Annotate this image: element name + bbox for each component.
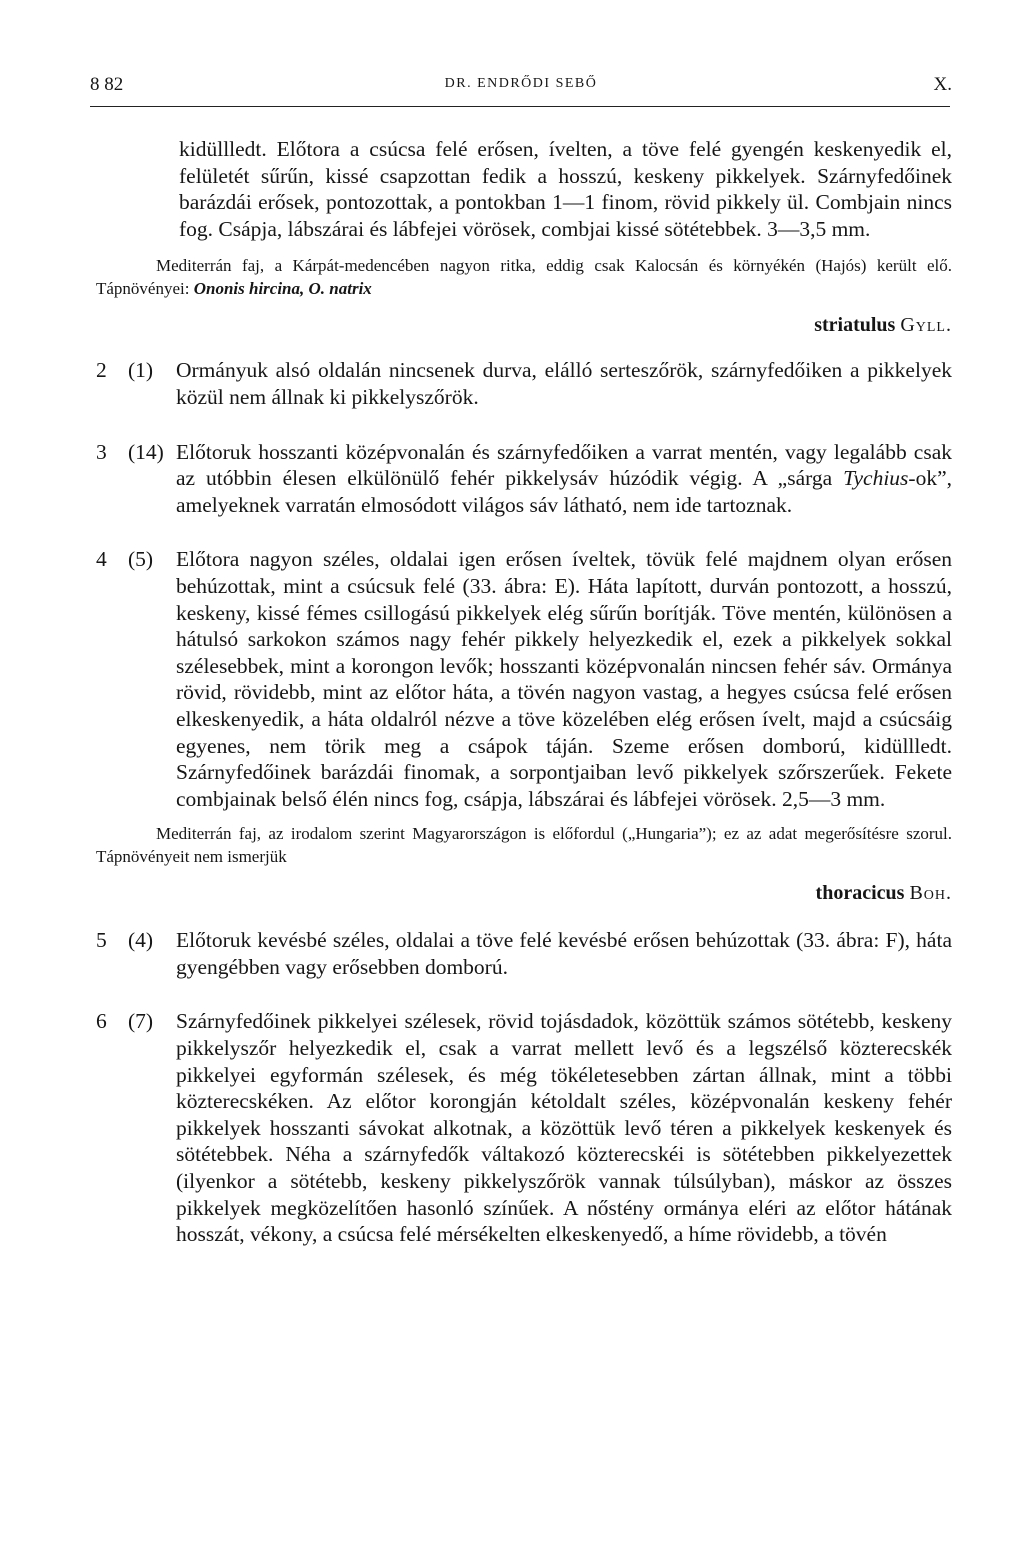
- couplet-number: 5 (4): [96, 928, 154, 953]
- species-name: [96, 314, 952, 337]
- host-plant-names: Ononis hircina, O. natrix: [193, 279, 372, 299]
- page-body: [96, 136, 952, 1248]
- species-author: Boh.: [909, 882, 952, 905]
- couplet-number: 3 (14): [96, 439, 164, 464]
- couplet-text: Szárnyfedőinek pikkelyei szélesek, rövid tojásdadok, közöttük számos sötétebb, keskeny pikkelyszőr helyezkedik el, csak a varrat mellett levő és a legszélső közterecskék pikkelyei egyformán szélesek, és még tökéletesebben zártan állnak, mint a többi közterecskéken. Az előtor korongján kétoldalt széles, középvonalán keskeny fehér pikkelyek hosszanti sávokat alkotnak, a közöttük levő téren a pikkelyek keskenyek és sötétebbek. Néha a szárnyfedők váltakozó közterecskéi is sötétebben pikkelyezettek (ilyenkor a sötétebb, keskeny pikkelyszőrök vannak túlsúlyban), máskor az összes pikkelyek megközelítően hasonló színűek. A nőstény ormánya eléri az előtor hátának hosszát, vékony, a csúcsa felé mérsékelten elkeskenyedő, a híme rövidebb, a tövén: [176, 1009, 952, 1247]
- species-epithet: striatulus: [814, 314, 896, 337]
- header-rule: [90, 106, 950, 107]
- page-header: [90, 74, 952, 100]
- couplet-number: 4 (5): [96, 547, 154, 572]
- couplet-number: 2 (1): [96, 358, 154, 383]
- page-number: 8 82: [90, 74, 124, 95]
- species-name: [96, 882, 952, 905]
- couplet-text: Előtoruk hosszanti középvonalán és szárnyfedőiken a varrat mentén, vagy legalább csak az utóbbin élesen elkülönülő fehér pikkelysáv húzódik végig. A „sárga Tychius-ok”, amelyeknek varratán elmosódott világos sáv látható, nem ide tartoznak.: [176, 439, 952, 517]
- distribution-note: [96, 254, 952, 300]
- key-couplet-6: [96, 1008, 952, 1247]
- note-text: Mediterrán faj, a Kárpát-medencében nagyon ritka, eddig csak Kalocsán és környékén (Hajós) került elő. Tápnövényei:: [96, 256, 952, 299]
- key-couplet-2: [96, 357, 952, 410]
- key-couplet-3: [96, 439, 952, 519]
- key-couplet-4: [96, 546, 952, 812]
- continued-description: kidüllledt. Előtora a csúcsa felé erősen, ívelten, a töve felé gyengén keskenyedik el, felületét sűrűn, kissé csapzottan fedik a hosszú, keskeny pikkelyek. Szárnyfedőinek barázdái erősek, pontozottak, a pontokban 1—1 finom, rövid pikkely ül. Combjain nincs fog. Csápja, lábszárai és lábfejei vörösek, combjai kissé sötétebbek. 3—3,5 mm.: [179, 137, 952, 241]
- couplet-number: 6 (7): [96, 1009, 154, 1034]
- couplet-text: Előtoruk kevésbé széles, oldalai a töve felé kevésbé erősen behúzottak (33. ábra: F), háta gyengébben vagy erősebben domború.: [176, 928, 952, 979]
- genus-name: Tychius: [843, 466, 909, 491]
- running-head: DR. ENDRŐDI SEBŐ: [444, 76, 598, 91]
- species-epithet: thoracicus: [815, 882, 905, 905]
- couplet-text: Ormányuk alsó oldalán nincsenek durva, elálló serteszőrök, szárnyfedőiken a pikkelyek közül nem állnak ki pikkelyszőrök.: [176, 358, 952, 409]
- couplet-text: Előtora nagyon széles, oldalai igen erősen íveltek, tövük felé majdnem olyan erősen behúzottak, mint a csúcsuk felé (33. ábra: E). Háta lapított, durván pontozott, a hosszú, keskeny, kissé fémes csillogású pikkelyek elég sűrűn borítják. Töve mentén, különösen a hátulsó sarkokon számos nagy fehér pikkely helyezkedik el, ezek a pikkelyek sokkal szélesebbek, mint a korongon levők; hosszanti középvonalán nincsen fehér sáv. Ormánya rövid, rövidebb, mint az előtor háta, a tövén nagyon vastag, a hegyes csúcsa felé erősen elkeskenyedik, a háta oldalról nézve a töve közelében elég erősen ívelt, majd a csúcsáig egyenes, nem törik meg a csápok táján. Szeme erősen domború, kidüllledt. Szárnyfedőinek barázdái finomak, a sorpontjaiban levő pikkelyek szőrszerűek. Fekete combjainak belső élén nincs fog, csápja, lábszárai és lábfejei vörösek. 2,5—3 mm.: [176, 547, 952, 811]
- chapter-number: X.: [933, 74, 952, 95]
- species-author: Gyll.: [900, 314, 952, 337]
- key-couplet-5: [96, 927, 952, 980]
- distribution-note: Mediterrán faj, az irodalom szerint Magyarországon is előfordul („Hungaria”); ez az adat megerősítésre szorul. Tápnövényeit nem ismerjük: [96, 824, 952, 867]
